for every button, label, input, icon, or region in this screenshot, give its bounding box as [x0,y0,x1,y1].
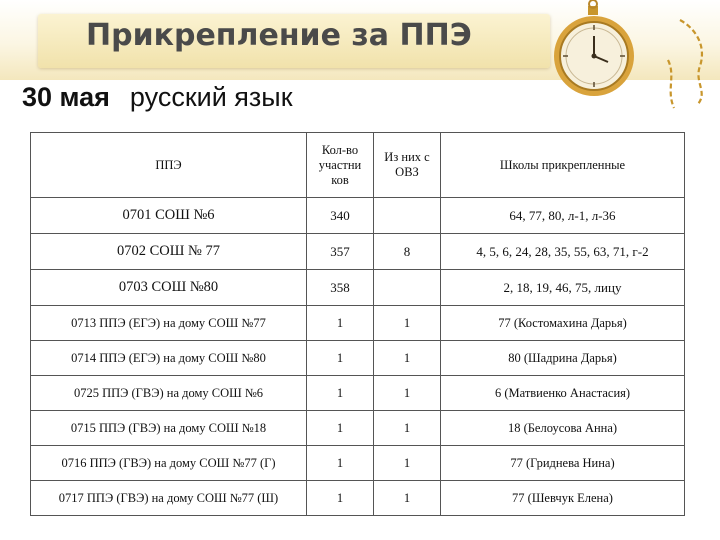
cell-schools: 6 (Матвиенко Анастасия) [441,376,685,411]
table-row [31,198,685,234]
subtitle-date: 30 мая [22,82,110,112]
cell-ovz [374,198,441,234]
cell-participants: 1 [307,481,374,516]
cell-ppe: 0715 ППЭ (ГВЭ) на дому СОШ №18 [31,411,307,446]
header-participants: Кол-во участни ков [307,133,374,198]
cell-schools: 77 (Шевчук Елена) [441,481,685,516]
cell-schools: 77 (Гриднева Нина) [441,446,685,481]
slide-subtitle [22,82,293,113]
cell-participants: 1 [307,376,374,411]
cell-participants: 1 [307,411,374,446]
subtitle-subject: русский язык [129,82,293,112]
ppe-assignment-table [30,132,685,516]
table-row [31,234,685,270]
cell-ovz: 1 [374,341,441,376]
cell-ppe: 0714 ППЭ (ЕГЭ) на дому СОШ №80 [31,341,307,376]
cell-participants: 357 [307,234,374,270]
header-schools: Школы прикрепленные [441,133,685,198]
cell-ovz [374,270,441,306]
cell-ovz: 1 [374,481,441,516]
table-row [31,411,685,446]
cell-schools: 64, 77, 80, л-1, л-36 [441,198,685,234]
cell-schools: 80 (Шадрина Дарья) [441,341,685,376]
cell-ppe: 0701 СОШ №6 [31,198,307,234]
cell-participants: 1 [307,306,374,341]
cell-ppe: 0702 СОШ № 77 [31,234,307,270]
cell-schools: 77 (Костомахина Дарья) [441,306,685,341]
table-row [31,306,685,341]
cell-ovz: 1 [374,306,441,341]
cell-ppe: 0717 ППЭ (ГВЭ) на дому СОШ №77 (Ш) [31,481,307,516]
header-ppe: ППЭ [31,133,307,198]
table-row [31,481,685,516]
cell-schools: 18 (Белоусова Анна) [441,411,685,446]
cell-participants: 1 [307,446,374,481]
cell-participants: 358 [307,270,374,306]
cell-ppe: 0716 ППЭ (ГВЭ) на дому СОШ №77 (Г) [31,446,307,481]
cell-schools: 2, 18, 19, 46, 75, лицу [441,270,685,306]
cell-ppe: 0703 СОШ №80 [31,270,307,306]
cell-ppe: 0713 ППЭ (ЕГЭ) на дому СОШ №77 [31,306,307,341]
cell-ovz: 8 [374,234,441,270]
cell-schools: 4, 5, 6, 24, 28, 35, 55, 63, 71, г-2 [441,234,685,270]
cell-ovz: 1 [374,446,441,481]
cell-participants: 1 [307,341,374,376]
table-header-row [31,133,685,198]
pocket-watch-icon [548,0,720,112]
table-row [31,270,685,306]
cell-ovz: 1 [374,411,441,446]
cell-ovz: 1 [374,376,441,411]
slide-title: Прикрепление за ППЭ [86,18,472,53]
table-row [31,446,685,481]
table-row [31,341,685,376]
cell-participants: 340 [307,198,374,234]
cell-ppe: 0725 ППЭ (ГВЭ) на дому СОШ №6 [31,376,307,411]
table-row [31,376,685,411]
header-ovz: Из них с ОВЗ [374,133,441,198]
